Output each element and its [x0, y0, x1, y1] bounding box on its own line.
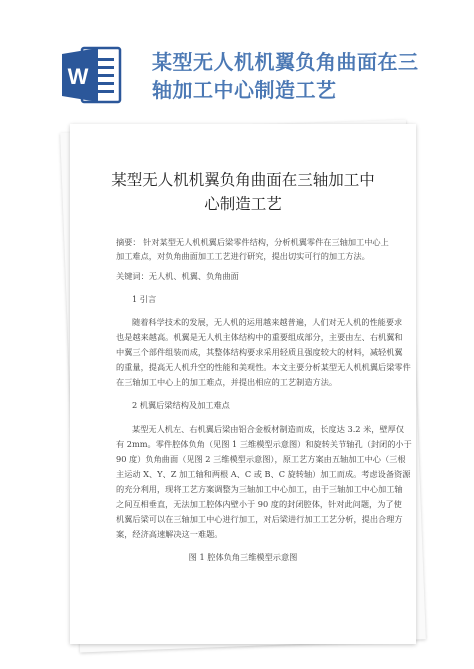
section-2-line-1: 某型无人机左、右机翼后梁由铝合金板材制造而成，长度达 3.2 米，壁厚仅: [132, 424, 405, 434]
abstract-line-2: 加工难点，对负角曲面加工工艺进行研究，提出切实可行的加工方法。: [116, 251, 370, 261]
header-banner: [0, 0, 474, 118]
word-icon: [62, 44, 122, 106]
section-2-line-3: 90 度）负角曲面（见图 2 三维模型示意图），原工艺方案由五轴加工中心（三根: [116, 454, 406, 464]
section-2-heading: 2 机翼后梁结构及加工难点: [132, 400, 230, 410]
intro-line-2: 也是越来越高。机翼是无人机主体结构中的重要组成部分，主要由左、右机翼和: [116, 332, 403, 342]
banner-title-line-1: 某型无人机机翼负角曲面在三: [152, 50, 419, 74]
keywords-line: 关键词：无人机、机翼、负角曲面: [116, 271, 239, 281]
svg-text:W: W: [67, 64, 89, 89]
banner-title-line-2: 轴加工中心制造工艺: [152, 78, 337, 102]
section-2-line-6: 之间互相垂直，无法加工腔体内壁小于 90 度的封闭腔体，针对此问题，为了使: [116, 499, 402, 509]
intro-line-1: 随着科学技术的发展，无人机的运用越来越普遍，人们对无人机的性能要求: [132, 317, 403, 327]
section-2-line-5: 的充分利用，现将工艺方案调整为三轴加工中心加工，由于三轴加工中心加工轴: [116, 484, 403, 494]
document-title-line-2: 心制造工艺: [204, 195, 282, 213]
intro-line-3: 中翼三个部件组装而成，其整体结构要求采用轻质且强度较大的材料，减轻机翼: [116, 347, 403, 357]
intro-line-5: 在三轴加工中心上的加工难点，并提出相应的工艺制造方法。: [116, 377, 338, 387]
figure-caption: 图 1 腔体负角三维模型示意图: [188, 552, 298, 562]
document-page: [70, 124, 416, 644]
section-1-heading: 1 引言: [132, 294, 157, 304]
document-title-line-1: 某型无人机机翼负角曲面在三轴加工中: [111, 171, 375, 189]
section-2-line-4: 主运动 X、Y、Z 加工轴和两根 A、C 或 B、C 旋转轴）加工而成。考虑设备资源: [116, 469, 411, 479]
section-2-line-7: 机翼后梁可以在三轴加工中心进行加工，对后梁进行加工工艺分析，提出合理方: [116, 514, 403, 524]
abstract-line-1: 摘要： 针对某型无人机机翼后梁零件结构，分析机翼零件在三轴加工中心上: [116, 237, 389, 247]
section-2-line-2: 有 2mm。零件腔体负角（见图 1 三维模型示意图）和旋转关节轴孔（封闭的小于: [116, 439, 412, 449]
section-2-line-8: 案，经济高速解决这一难题。: [116, 529, 223, 539]
intro-line-4: 的重量，提高无人机升空的性能和美观性。本文主要分析某型无人机机翼后梁零件: [116, 362, 411, 372]
